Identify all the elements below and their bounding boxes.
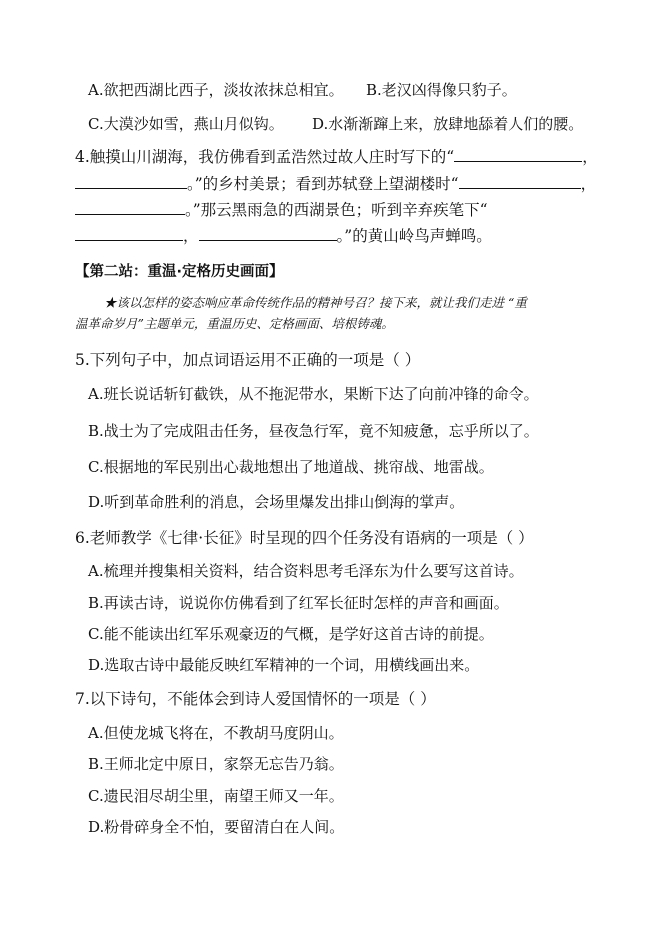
q4-line4-end: 。”的黄山岭鸟声蝉鸣。 [336, 227, 492, 245]
q4-line2-end: 。”的乡村美景；看到苏轼登上望湖楼时“ [187, 175, 459, 193]
q4-blank-1[interactable] [454, 147, 582, 162]
section-heading: 【第二站：重温·定格历史画面】 [75, 264, 284, 280]
q7-option-d: D.粉骨碎身全不怕，要留清白在人间。 [88, 818, 345, 836]
q4-line3-end: 。”那云黑雨急的西湖景色；听到辛弃疾笔下“ [185, 201, 488, 219]
q4-blank-2[interactable] [75, 174, 187, 189]
q7-option-c: C.遗民泪尽胡尘里，南望王师又一年。 [88, 787, 344, 805]
q4-blank-5[interactable] [75, 226, 183, 241]
q6-option-a: A.梳理并搜集相关资料，结合资料思考毛泽东为什么要写这首诗。 [88, 562, 524, 580]
q5-option-c: C.根据地的军民别出心裁地想出了地道战、挑帘战、地雷战。 [88, 458, 494, 476]
q4-line1-end: ， [582, 148, 598, 166]
section-intro-line-1: ★该以怎样的姿态响应革命传统作品的精神号召？接下来，就让我们走进 “重 [104, 295, 527, 310]
q4-line4-comma: ， [183, 227, 199, 245]
q5-option-b: B.战士为了完成阻击任务，昼夜急行军，竟不知疲惫，忘乎所以了。 [88, 422, 539, 440]
q5-option-a: A.班长说话斩钉截铁，从不拖泥带水，果断下达了向前冲锋的命令。 [88, 385, 539, 403]
q5-stem: 5.下列句子中，加点词语运用不正确的一项是（ ） [75, 351, 421, 369]
section-intro-line-2: 温革命岁月”主题单元，重温历史、定格画面、培根铸魂。 [75, 316, 394, 331]
q6-option-c: C.能不能读出红军乐观豪迈的气概，是学好这首古诗的前提。 [88, 625, 494, 643]
q4-line-1 [75, 147, 598, 167]
q6-option-d: D.选取古诗中最能反映红军精神的一个词，用横线画出来。 [88, 656, 480, 674]
q3-option-c: C.大漠沙如雪，燕山月似钩。 [88, 115, 284, 133]
q6-option-b: B.再读古诗，说说你仿佛看到了红军长征时怎样的声音和画面。 [88, 594, 509, 612]
q5-option-d: D.听到革命胜利的消息，会场里爆发出排山倒海的掌声。 [88, 493, 465, 511]
q3-option-d: D.水渐渐蹿上来，放肆地舔着人们的腰。 [312, 115, 584, 133]
q7-option-a: A.但使龙城飞将在，不教胡马度阴山。 [88, 724, 344, 742]
q7-stem: 7.以下诗句，不能体会到诗人爱国情怀的一项是（ ） [75, 690, 436, 708]
q4-line2-comma: ， [580, 175, 597, 193]
q4-line-2 [75, 174, 596, 194]
q4-line1-text: 4.触摸山川湖海，我仿佛看到孟浩然过故人庄时写下的“ [75, 148, 455, 166]
q3-option-b: B.老汉凶得像只豹子。 [366, 81, 517, 99]
q4-line-4 [75, 226, 492, 246]
q7-option-b: B.王师北定中原日，家祭无忘告乃翁。 [88, 755, 344, 773]
q4-blank-3[interactable] [459, 174, 581, 189]
q4-line-3 [75, 200, 488, 220]
q4-blank-4[interactable] [75, 200, 185, 215]
q3-option-a: A.欲把西湖比西子，淡妆浓抹总相宜。 [88, 81, 344, 99]
q6-stem: 6.老师教学《七律·长征》时呈现的四个任务没有语病的一项是（ ） [75, 529, 534, 547]
q4-blank-6[interactable] [199, 226, 337, 241]
